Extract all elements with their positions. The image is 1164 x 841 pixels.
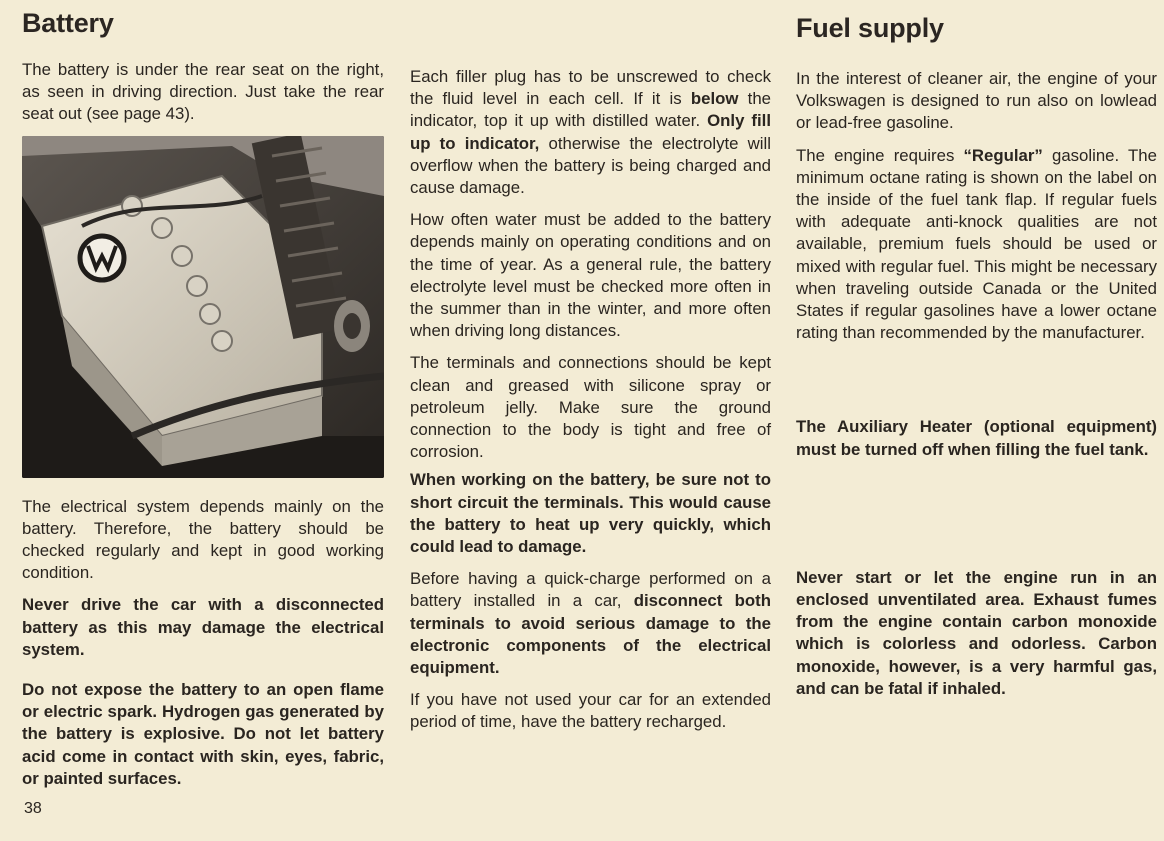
regular-bold: “Regular” bbox=[963, 145, 1043, 165]
auxiliary-heater-warning: The Auxiliary Heater (optional equipment) must be turned off when filling the fuel tank. bbox=[796, 417, 1157, 459]
battery-photo bbox=[22, 136, 384, 478]
filler-plug-text bbox=[410, 66, 771, 199]
clean-air-text: In the interest of cleaner air, the engine of your Volkswagen is designed to run also on lowlead or lead-free gasoline. bbox=[796, 69, 1157, 133]
battery-heading: Battery bbox=[22, 8, 114, 38]
fuel-supply-heading: Fuel supply bbox=[796, 13, 944, 43]
recharge-text: If you have not used your car for an extended period of time, have the battery recharged. bbox=[410, 690, 771, 732]
terminals-text: The terminals and connections should be kept clean and greased with silicone spray or petroleum jelly. Make sure the ground connection to the body is tight and free of corrosion. bbox=[410, 353, 771, 462]
regular-gasoline-text-2: gasoline. The minimum octane rating is shown on the label on the inside of the fuel tank flap. If regular fuels with adequate anti-knock qualities are not available, premium fuels should be used or mixed with regular fuel. This might be necessary when traveling outside Canada or the United States if regular gasolines have a lower octane rating than recommended by the manufacturer. bbox=[796, 145, 1157, 343]
battery-warning-disconnected: Never drive the car with a disconnected battery as this may damage the electrical system. bbox=[22, 595, 384, 659]
regular-gasoline-text bbox=[796, 145, 1157, 345]
filler-plug-text-3: otherwise the electrolyte will overflow when the battery is being charged and cause damage. bbox=[410, 133, 771, 198]
filler-plug-text-2: the indicator, top it up with distilled water. bbox=[410, 89, 772, 131]
filler-plug-bold-below: below bbox=[690, 89, 739, 109]
filler-plug-bold-indicator: Only fill up to indicator, bbox=[410, 111, 771, 153]
quick-charge-text bbox=[410, 568, 771, 679]
battery-column bbox=[22, 8, 384, 800]
page-number: 38 bbox=[24, 800, 42, 817]
battery-intro: The battery is under the rear seat on the right, as seen in driving direction. Just take the rear seat out (see page 43). bbox=[22, 60, 384, 124]
battery-electrical-text: The electrical system depends mainly on the battery. Therefore, the battery should be checked regularly and kept in good working condition. bbox=[22, 496, 384, 583]
short-circuit-warning: When working on the battery, be sure not to short circuit the terminals. This would cause the battery to heat up very quickly, which could lead to damage. bbox=[410, 470, 771, 557]
filler-plug-text-1: Each filler plug has to be unscrewed to check the fluid level in each cell. If it is bbox=[410, 67, 771, 109]
battery-photo-graphic bbox=[22, 136, 384, 478]
regular-gasoline-text-1: The engine requires bbox=[796, 145, 964, 165]
battery-column-continued bbox=[410, 66, 771, 744]
engine-exhaust-warning: Never start or let the engine run in an enclosed unventilated area. Exhaust fumes from the engine contain carbon monoxide which is colorless and odorless. Carbon monoxide, however, is a very harmful gas, and can be fatal if inhaled. bbox=[796, 567, 1157, 698]
water-frequency-text: How often water must be added to the battery depends mainly on operating conditions and on the time of year. As a general rule, the battery electrolyte level must be checked more often in the summer than in the winter, and more often when driving long distances. bbox=[410, 210, 771, 341]
fuel-supply-column bbox=[796, 13, 1157, 710]
quick-charge-text-1: Before having a quick-charge performed on a battery installed in a car, bbox=[410, 569, 771, 611]
battery-warning-flame: Do not expose the battery to an open flame or electric spark. Hydrogen gas generated by the battery is explosive. Do not let battery acid come in contact with skin, eyes, fabric, or painted surfaces. bbox=[22, 680, 384, 788]
quick-charge-bold: disconnect both terminals to avoid serious damage to the electronic components of the electrical equipment. bbox=[410, 591, 771, 678]
